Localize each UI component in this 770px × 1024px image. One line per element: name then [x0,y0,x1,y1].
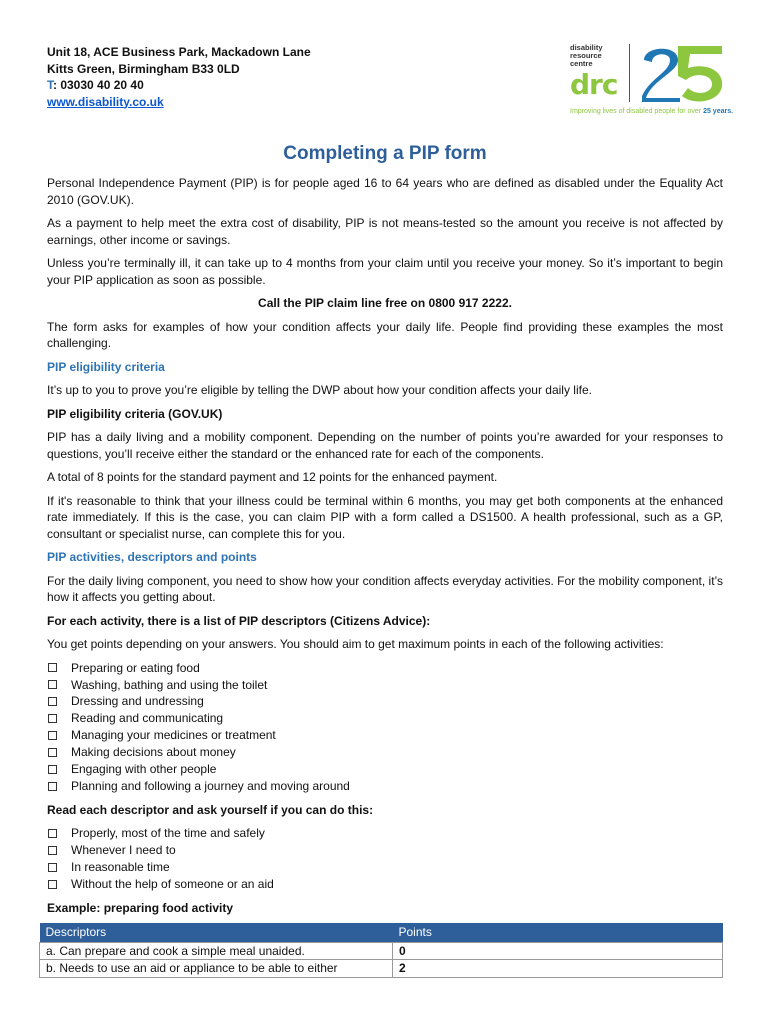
page-title: Completing a PIP form [283,143,487,164]
paragraph-daily-living: For the daily living component, you need to show how your condition affects everyday activities. For the mobility component, it’s how it affects you getting about. [47,573,723,604]
checkbox-icon[interactable] [48,748,57,757]
paragraph-components: PIP has a daily living and a mobility component. Depending on the number of points you’re awarded for your responses to questions, you’ll receive either the standard or the enhanced rate for each of the components. [47,430,723,461]
table-row [40,960,723,978]
list-item: Managing your medicines or treatment [47,727,723,744]
phone-number: : 03030 40 20 40 [53,78,144,92]
heading-eligibility-gov: PIP eligibility criteria (GOV.UK) [47,406,223,421]
list-item: Dressing and undressing [47,693,723,710]
list-item: Reading and communicating [47,710,723,727]
list-item: Planning and following a journey and moving around [47,778,723,795]
claim-line-callout: Call the PIP claim line free on 0800 917 2222. [258,296,512,310]
paragraph-points: A total of 8 points for the standard payment and 12 points for the enhanced payment. [47,470,498,484]
logo-tagline: Improving lives of disabled people for over 25 years. [570,108,734,115]
address-line-1: Unit 18, ACE Business Park, Mackadown Lane [47,45,311,59]
table-cell-descriptor: b. Needs to use an aid or appliance to be able to either [40,960,393,978]
table-cell-descriptor: a. Can prepare and cook a simple meal unaided. [40,942,393,960]
activities-checklist [47,660,723,795]
paragraph-get-points: You get points depending on your answers. You should aim to get maximum points in each of the following activities: [47,637,664,651]
logo-org-name: disability resource centre [570,43,603,68]
paragraph-prove: It’s up to you to prove you’re eligible by telling the DWP about how your condition affects your daily life. [47,383,592,397]
table-cell-points: 0 [393,942,723,960]
website-link[interactable]: www.disability.co.uk [47,94,164,109]
paragraph-intro: Personal Independence Payment (PIP) is for people aged 16 to 64 years who are defined as disabled under the Equality Act 2010 (GOV.UK). [47,176,723,207]
checkbox-icon[interactable] [48,731,57,740]
descriptors-table [39,923,723,978]
heading-activities: PIP activities, descriptors and points [47,550,257,564]
checkbox-icon[interactable] [48,697,57,706]
address-line-2: Kitts Green, Birmingham B33 0LD [47,61,240,76]
logo-divider [629,44,630,102]
list-item: Washing, bathing and using the toilet [47,676,723,693]
paragraph-payment: As a payment to help meet the extra cost of disability, PIP is not means-tested so the amount you receive is not affected by earnings, other income or savings. [47,216,723,247]
list-item: Making decisions about money [47,744,723,761]
paragraph-terminal: If it's reasonable to think that your illness could be terminal within 6 months, you may get both components at the enhanced rate immediately. If this is the case, you can claim PIP with a form called a DS1500. A health professional, such as a GP, consultant or specialist nurse, can complete this for you. [47,493,723,541]
list-item: Preparing or eating food [47,660,723,677]
list-item: Without the help of someone or an aid [47,876,723,893]
document-body [47,175,723,978]
checkbox-icon[interactable] [48,782,57,791]
checkbox-icon[interactable] [48,829,57,838]
checkbox-icon[interactable] [48,765,57,774]
drc-25-logo [568,40,734,120]
list-item: Engaging with other people [47,761,723,778]
heading-each-activity: For each activity, there is a list of PIP descriptors (Citizens Advice): [47,613,431,628]
phone-line [47,77,311,94]
checkbox-icon[interactable] [48,880,57,889]
checkbox-icon[interactable] [48,846,57,855]
heading-example: Example: preparing food activity [47,900,234,915]
checkbox-icon[interactable] [48,680,57,689]
address-block [47,44,311,110]
heading-eligibility: PIP eligibility criteria [47,359,165,374]
list-item: Properly, most of the time and safely [47,825,723,842]
table-header-row [40,923,723,942]
logo-drc-mark: drc [570,68,618,101]
list-item: In reasonable time [47,859,723,876]
table-cell-points: 2 [393,960,723,978]
paragraph-timing: Unless you’re terminally ill, it can take up to 4 months from your claim until you receive your money. So it’s important to begin your PIP application as soon as possible. [47,256,723,287]
paragraph-form-examples: The form asks for examples of how your condition affects your daily life. People find providing these examples the most challenging. [47,319,723,350]
checkbox-icon[interactable] [48,714,57,723]
phone-label: T [47,78,53,92]
logo-25-graphic [638,42,726,104]
heading-read-descriptor: Read each descriptor and ask yourself if you can do this: [47,802,374,817]
checkbox-icon[interactable] [48,863,57,872]
table-header-points: Points [393,923,723,942]
list-item: Whenever I need to [47,842,723,859]
checkbox-icon[interactable] [48,663,57,672]
table-row [40,942,723,960]
descriptor-checklist [47,825,723,893]
table-header-descriptors: Descriptors [40,923,393,942]
